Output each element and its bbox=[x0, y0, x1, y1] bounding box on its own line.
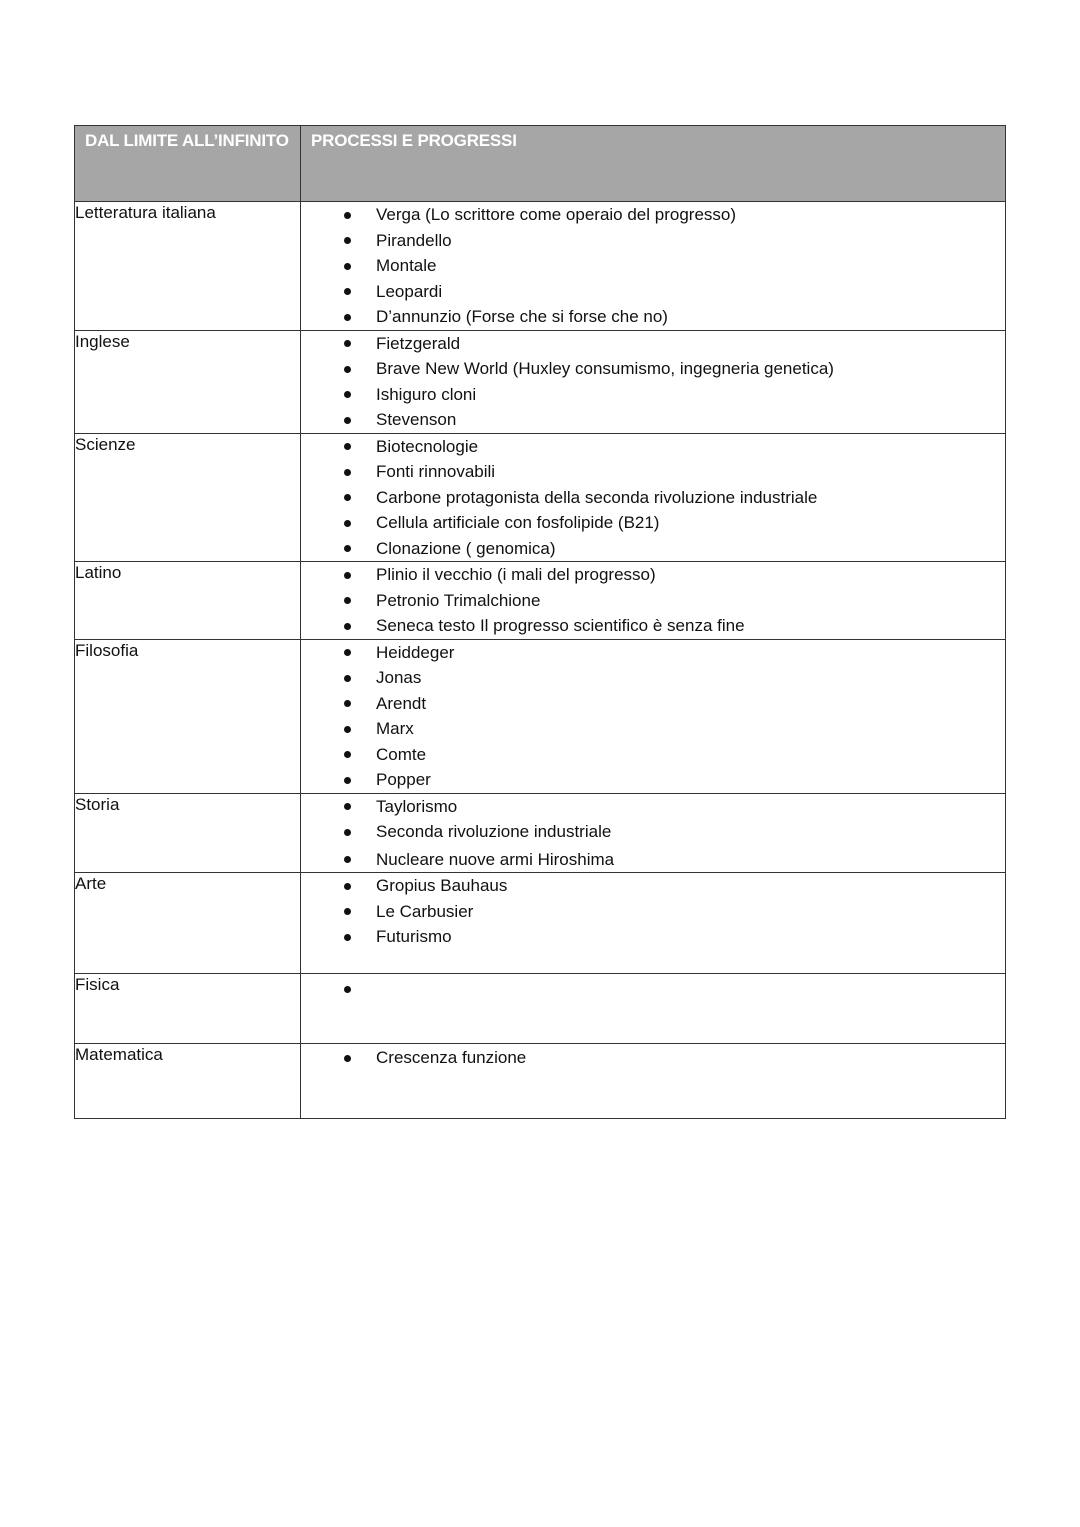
bullet-icon bbox=[344, 212, 351, 219]
subject-cell: Arte bbox=[75, 873, 301, 974]
list-item bbox=[301, 794, 1005, 820]
list-item-text: Petronio Trimalchione bbox=[376, 590, 541, 610]
list-item-text: Verga (Lo scrittore come operaio del progresso) bbox=[376, 205, 737, 224]
list-item bbox=[301, 847, 1005, 873]
bullet-icon bbox=[344, 986, 351, 993]
table-row bbox=[75, 433, 1006, 562]
list-item-text: Pirandello bbox=[376, 230, 452, 250]
list-item-text: Futurismo bbox=[376, 927, 452, 946]
table-row bbox=[75, 202, 1006, 331]
list-item bbox=[301, 924, 1005, 950]
subject-cell: Inglese bbox=[75, 330, 301, 433]
list-item-text: Arendt bbox=[376, 693, 427, 713]
bullet-icon bbox=[344, 443, 351, 450]
list-item bbox=[301, 304, 1005, 330]
list-item bbox=[301, 253, 1005, 279]
subject-cell: Storia bbox=[75, 793, 301, 873]
bullet-icon bbox=[344, 829, 351, 836]
bullet-icon bbox=[344, 520, 351, 527]
list-item-text: Nucleare nuove armi Hiroshima bbox=[376, 849, 615, 869]
list-item-text: Crescenza funzione bbox=[376, 1048, 527, 1067]
table-row bbox=[75, 974, 1006, 1044]
topics-cell bbox=[301, 202, 1006, 331]
subject-cell: Letteratura italiana bbox=[75, 202, 301, 331]
bullet-icon bbox=[344, 726, 351, 733]
bullet-icon bbox=[344, 883, 351, 890]
table-row bbox=[75, 639, 1006, 793]
table-row bbox=[75, 562, 1006, 640]
list-item bbox=[301, 613, 1005, 639]
list-item bbox=[301, 691, 1005, 717]
header-theme: DAL LIMITE ALL’INFINITO bbox=[75, 126, 301, 202]
table-row bbox=[75, 1044, 1006, 1119]
bullet-icon bbox=[344, 623, 351, 630]
list-item-text: Fietzgerald bbox=[376, 333, 461, 353]
bullet-icon bbox=[344, 314, 351, 321]
topics-cell bbox=[301, 974, 1006, 1044]
list-item bbox=[301, 407, 1005, 433]
bullet-icon bbox=[344, 803, 351, 810]
bullet-icon bbox=[344, 366, 351, 373]
list-item bbox=[301, 588, 1005, 614]
topic-list bbox=[301, 562, 1005, 639]
list-item bbox=[301, 536, 1005, 562]
list-item-text: Leopardi bbox=[376, 281, 443, 301]
bullet-icon bbox=[344, 417, 351, 424]
subject-cell: Fisica bbox=[75, 974, 301, 1044]
topic-list bbox=[301, 640, 1005, 793]
list-item-text: Seneca testo Il progresso scientifico è senza fine bbox=[376, 616, 745, 635]
list-item-text: Cellula artificiale con fosfolipide (B21) bbox=[376, 513, 660, 532]
list-item bbox=[301, 382, 1005, 408]
list-item bbox=[301, 202, 1005, 228]
list-item-text: Le Carbusier bbox=[376, 901, 474, 921]
topic-list bbox=[301, 976, 1005, 1002]
table-body bbox=[75, 202, 1006, 1119]
bullet-icon bbox=[344, 572, 351, 579]
subject-cell: Scienze bbox=[75, 433, 301, 562]
bullet-icon bbox=[344, 934, 351, 941]
list-item-text: Biotecnologie bbox=[376, 436, 479, 456]
bullet-icon bbox=[344, 777, 351, 784]
bullet-icon bbox=[344, 237, 351, 244]
table-row bbox=[75, 330, 1006, 433]
list-item-text: Brave New World (Huxley consumismo, ingegneria genetica) bbox=[376, 359, 834, 378]
list-item-text: Heiddeger bbox=[376, 642, 455, 662]
list-item bbox=[301, 767, 1005, 793]
topic-list bbox=[301, 202, 1005, 330]
list-item bbox=[301, 459, 1005, 485]
list-item bbox=[301, 1045, 1005, 1071]
bullet-icon bbox=[344, 856, 351, 863]
subject-cell: Filosofia bbox=[75, 639, 301, 793]
list-item-text: Marx bbox=[376, 719, 414, 738]
bullet-icon bbox=[344, 469, 351, 476]
table-row bbox=[75, 873, 1006, 974]
list-item bbox=[301, 279, 1005, 305]
topics-cell bbox=[301, 330, 1006, 433]
topics-cell bbox=[301, 562, 1006, 640]
subjects-table bbox=[74, 125, 1006, 1119]
list-item bbox=[301, 873, 1005, 899]
bullet-icon bbox=[344, 597, 351, 604]
topic-list bbox=[301, 1045, 1005, 1071]
list-item-text: Stevenson bbox=[376, 410, 457, 429]
list-item bbox=[301, 976, 1005, 1002]
bullet-icon bbox=[344, 700, 351, 707]
topic-list bbox=[301, 873, 1005, 950]
list-item-text: Clonazione ( genomica) bbox=[376, 538, 556, 558]
header-topic: PROCESSI E PROGRESSI bbox=[301, 126, 1006, 202]
list-item bbox=[301, 434, 1005, 460]
list-item-text: Popper bbox=[376, 770, 431, 789]
list-item-text: Comte bbox=[376, 744, 427, 764]
list-item bbox=[301, 510, 1005, 536]
list-item-text: Gropius Bauhaus bbox=[376, 876, 508, 895]
list-item-text: Carbone protagonista della seconda rivoluzione industriale bbox=[376, 487, 818, 507]
table-row bbox=[75, 793, 1006, 873]
list-item bbox=[301, 640, 1005, 666]
topics-cell bbox=[301, 1044, 1006, 1119]
topic-list bbox=[301, 434, 1005, 562]
list-item bbox=[301, 485, 1005, 511]
list-item bbox=[301, 665, 1005, 691]
bullet-icon bbox=[344, 908, 351, 915]
list-item bbox=[301, 331, 1005, 357]
subject-cell: Latino bbox=[75, 562, 301, 640]
list-item-text: Plinio il vecchio (i mali del progresso) bbox=[376, 565, 656, 584]
bullet-icon bbox=[344, 494, 351, 501]
list-item bbox=[301, 228, 1005, 254]
bullet-icon bbox=[344, 263, 351, 270]
bullet-icon bbox=[344, 675, 351, 682]
list-item bbox=[301, 716, 1005, 742]
bullet-icon bbox=[344, 649, 351, 656]
list-item-text: Taylorismo bbox=[376, 796, 458, 816]
topic-list bbox=[301, 794, 1005, 873]
bullet-icon bbox=[344, 340, 351, 347]
topics-cell bbox=[301, 793, 1006, 873]
list-item-text: Fonti rinnovabili bbox=[376, 462, 496, 481]
list-item bbox=[301, 899, 1005, 925]
topics-cell bbox=[301, 639, 1006, 793]
bullet-icon bbox=[344, 545, 351, 552]
topics-cell bbox=[301, 873, 1006, 974]
bullet-icon bbox=[344, 1055, 351, 1062]
list-item-text: Ishiguro cloni bbox=[376, 384, 477, 404]
bullet-icon bbox=[344, 751, 351, 758]
list-item-text: Seconda rivoluzione industriale bbox=[376, 822, 612, 841]
topic-list bbox=[301, 331, 1005, 433]
list-item bbox=[301, 356, 1005, 382]
bullet-icon bbox=[344, 391, 351, 398]
list-item-text: D’annunzio (Forse che si forse che no) bbox=[376, 307, 668, 326]
topics-cell bbox=[301, 433, 1006, 562]
list-item-text: Montale bbox=[376, 256, 437, 275]
bullet-icon bbox=[344, 288, 351, 295]
subject-cell: Matematica bbox=[75, 1044, 301, 1119]
list-item bbox=[301, 562, 1005, 588]
list-item bbox=[301, 742, 1005, 768]
table-header-row bbox=[75, 126, 1006, 202]
list-item bbox=[301, 819, 1005, 845]
list-item-text: Jonas bbox=[376, 668, 422, 687]
